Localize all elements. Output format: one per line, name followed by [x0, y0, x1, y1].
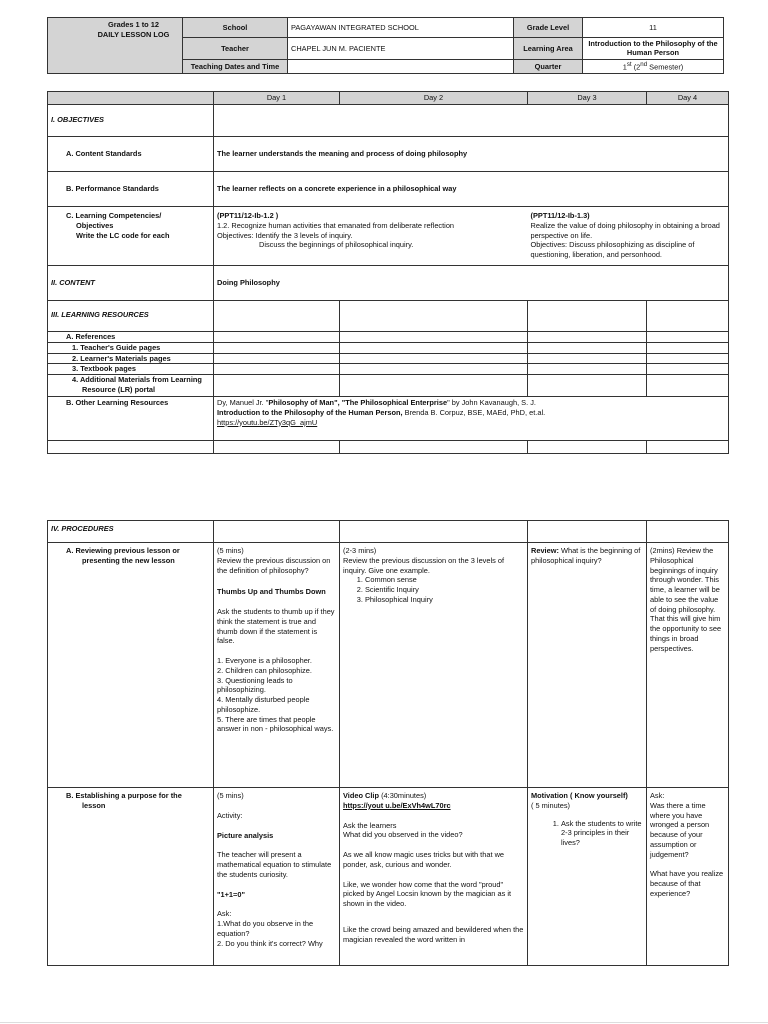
- resources-day-2: [340, 301, 528, 332]
- purpose-d2-duration: (4:30minutes): [379, 791, 427, 800]
- reviewing-day-3: [528, 543, 647, 788]
- procedures-section-label: IV. PROCEDURES: [48, 521, 214, 543]
- other-ref-1e: " by John Kavanaugh, S. J.: [447, 398, 536, 408]
- review-d3-lead: Review:: [531, 546, 559, 555]
- comp-b-line-1: Realize the value of doing philosophy in obtaining a broad perspective on life.: [530, 220, 720, 240]
- review-d2-list: [343, 575, 524, 604]
- school-value: PAGAYAWAN INTEGRATED SCHOOL: [288, 18, 514, 38]
- competencies-label-line-3: Write the LC code for each: [76, 230, 170, 240]
- competencies-label: [48, 207, 214, 266]
- purpose-d2-ask-1: Ask the learners: [343, 820, 397, 830]
- objectives-section-label: I. OBJECTIVES: [48, 105, 214, 137]
- review-d1-time: (5 mins): [217, 546, 244, 555]
- purpose-d3-time: ( 5 minutes): [531, 800, 571, 810]
- comp-a-code: (PPT11/12-Ib-1.2 ): [217, 211, 279, 220]
- purpose-d1-q1: 1.What do you observe in the equation?: [217, 919, 314, 938]
- day-4-header: Day 4: [647, 92, 729, 105]
- purpose-d1-q2: 2. Do you think it's correct? Why: [217, 938, 323, 948]
- additional-materials-label: [48, 375, 214, 397]
- performance-standards-label: B. Performance Standards: [48, 172, 214, 207]
- purpose-d1-activity: Activity:: [217, 810, 243, 820]
- review-d2-list-item-2: 2. Scientific Inquiry: [365, 585, 524, 595]
- purpose-d2-title: Video Clip: [343, 791, 380, 800]
- youtube-link[interactable]: https://youtu.be/ZTy3qG_ajmU: [217, 417, 318, 427]
- comp-a-line-3: Discuss the beginnings of philosophical inquiry.: [259, 240, 414, 250]
- purpose-d3-list: [531, 819, 643, 848]
- review-d1-instructions: Ask the students to thumb up if they think the statement is true and thumb down if the statement is false.: [217, 607, 335, 646]
- review-d1-item-2: 2. Children can philosophize.: [217, 665, 312, 675]
- review-d2-intro: Review the previous discussion on the 3 levels of inquiry. Give one example.: [343, 555, 505, 575]
- purpose-d1-equation: "1+1=0": [217, 889, 245, 899]
- textbook-pages-label: 3. Textbook pages: [48, 364, 214, 375]
- title-cell: [48, 18, 183, 74]
- purpose-day-2: [340, 788, 528, 966]
- school-label: School: [183, 18, 288, 38]
- purpose-d2-ask-2: What did you observed in the video?: [343, 830, 463, 840]
- performance-standards-value: The learner reflects on a concrete experience in a philosophical way: [214, 172, 729, 207]
- comp-a-line-1: 1.2. Recognize human activities that emanated from deliberate reflection: [217, 220, 455, 230]
- purpose-day-1: [214, 788, 340, 966]
- purpose-d3-list-item-1: 1. Ask the students to write 2-3 principles in their lives?: [561, 819, 643, 848]
- additional-materials-line-1: 4. Additional Materials from Learning: [72, 375, 202, 385]
- review-d1-intro: Review the previous discussion on the definition of philosophy?: [217, 555, 331, 575]
- other-ref-1b: Philosophy of Man: [268, 398, 335, 408]
- header-table: [47, 17, 724, 74]
- review-d2-list-item-1: 1. Common sense: [365, 575, 524, 585]
- dates-value: [288, 60, 514, 74]
- reviewing-day-4: (2mins) Review the Philosophical beginnings of inquiry through wonder. This time, a learner will be able to see the value of doing philosophy. That this will give him the opportunity to see things in broad perspectives.: [647, 543, 729, 788]
- teacher-label: Teacher: [183, 38, 288, 60]
- competencies-day-1-2: [214, 207, 528, 266]
- content-value: Doing Philosophy: [214, 266, 729, 301]
- resources-day-4: [647, 301, 729, 332]
- content-standards-label: A. Content Standards: [48, 137, 214, 172]
- title-line-1: Grades 1 to 12: [108, 20, 159, 29]
- purpose-day-4: [647, 788, 729, 966]
- other-resources-value: [214, 397, 729, 441]
- page-bottom-rule: [0, 1022, 768, 1023]
- teachers-guide-label: 1. Teacher's Guide pages: [48, 342, 214, 353]
- purpose-d4-q1: Was there a time where you have wronged a person because of your assumption or judgement?: [650, 800, 710, 859]
- purpose-d2-p1: As we all know magic uses tricks but with that we ponder, ask, curious and wonder.: [343, 850, 505, 869]
- grade-level-value: 11: [583, 18, 724, 38]
- comp-a-line-2: Objectives: Identify the 3 levels of inquiry.: [217, 230, 353, 240]
- purpose-day-3: [528, 788, 647, 966]
- video-clip-link[interactable]: https://yout u.be/ExVh4wL70rc: [343, 800, 451, 810]
- lesson-table: [47, 91, 729, 454]
- purpose-label-line-2: lesson: [82, 800, 106, 810]
- content-standards-value: The learner understands the meaning and process of doing philosophy: [214, 137, 729, 172]
- review-d2-list-item-3: 3. Philosophical Inquiry: [365, 595, 524, 605]
- competencies-day-3-4: [528, 207, 729, 266]
- review-d1-item-1: 1. Everyone is a philosopher.: [217, 656, 312, 666]
- purpose-d2-p2: Like, we wonder how come that the word "proud" picked by Angel Locsin known by the magician as it shown in the video.: [343, 879, 512, 909]
- objectives-empty: [214, 105, 729, 137]
- purpose-d1-time: (5 mins): [217, 791, 244, 800]
- learning-area-label: Learning Area: [514, 38, 583, 60]
- review-d3-text: What is the beginning of philosophical inquiry?: [531, 546, 641, 565]
- dates-label: Teaching Dates and Time: [183, 60, 288, 74]
- reviewing-day-2: [340, 543, 528, 788]
- references-label: A. References: [48, 332, 214, 343]
- purpose-d4-ask: Ask:: [650, 791, 665, 800]
- learning-area-value: Introduction to the Philosophy of the Human Person: [583, 38, 724, 60]
- content-section-label: II. CONTENT: [48, 266, 214, 301]
- purpose-d1-text: The teacher will present a mathematical equation to stimulate the students curiosity.: [217, 850, 332, 879]
- reviewing-label-line-2: presenting the new lesson: [82, 555, 175, 565]
- other-resources-label: B. Other Learning Resources: [48, 397, 214, 441]
- day-3-header: Day 3: [528, 92, 647, 105]
- review-d1-item-5: 5. There are times that people answer in non - philosophical ways.: [217, 714, 334, 734]
- purpose-d2-p3: Like the crowd being amazed and bewildered when the magician revealed the word written in: [343, 924, 524, 944]
- grade-level-label: Grade Level: [514, 18, 583, 38]
- quarter-value: 1st (2nd Semester): [583, 60, 724, 74]
- other-ref-1d: The Philosophical Enterprise: [345, 398, 448, 408]
- reviewing-day-1: [214, 543, 340, 788]
- purpose-label-line-1: B. Establishing a purpose for the: [66, 791, 182, 800]
- reviewing-label: [48, 543, 214, 788]
- teacher-value: CHAPEL JUN M. PACIENTE: [288, 38, 514, 60]
- review-d1-item-4: 4. Mentally disturbed people philosophize.: [217, 695, 310, 714]
- quarter-label: Quarter: [514, 60, 583, 74]
- day-1-header: Day 1: [214, 92, 340, 105]
- other-ref-2a: Introduction to the Philosophy of the Human Person,: [217, 407, 403, 417]
- day-2-header: Day 2: [340, 92, 528, 105]
- purpose-d4-q2: What have you realize because of that experience?: [650, 869, 724, 898]
- purpose-d3-title: Motivation ( Know yourself): [531, 791, 628, 800]
- competencies-label-line-1: C. Learning Competencies/: [66, 211, 162, 220]
- purpose-label: [48, 788, 214, 966]
- other-ref-2b: Brenda B. Corpuz, BSE, MAEd, PhD, et.al.: [402, 407, 546, 417]
- corner-cell: [48, 92, 214, 105]
- review-d1-item-3: 3. Questioning leads to philosophizing.: [217, 675, 293, 695]
- resources-day-1: [214, 301, 340, 332]
- reviewing-label-line-1: A. Reviewing previous lesson or: [66, 546, 180, 555]
- purpose-d1-ask: Ask:: [217, 909, 232, 919]
- other-ref-1c: ", ": [334, 398, 346, 408]
- review-d2-time: (2-3 mins): [343, 546, 377, 555]
- resources-section-label: III. LEARNING RESOURCES: [48, 301, 214, 332]
- comp-b-code: (PPT11/12-Ib-1.3): [530, 211, 590, 220]
- learners-materials-label: 2. Learner's Materials pages: [48, 353, 214, 364]
- procedures-table: [47, 520, 729, 966]
- comp-b-line-2: Objectives: Discuss philosophizing as discipline of questioning, liberation, and personhood.: [530, 240, 695, 260]
- other-ref-1a: Dy, Manuel Jr. ": [217, 398, 269, 408]
- competencies-label-line-2: Objectives: [76, 220, 114, 230]
- title-line-2: DAILY LESSON LOG: [97, 29, 170, 39]
- review-d1-activity-title: Thumbs Up and Thumbs Down: [217, 587, 326, 597]
- additional-materials-line-2: Resource (LR) portal: [82, 384, 156, 394]
- resources-day-3: [528, 301, 647, 332]
- purpose-d1-title: Picture analysis: [217, 830, 274, 840]
